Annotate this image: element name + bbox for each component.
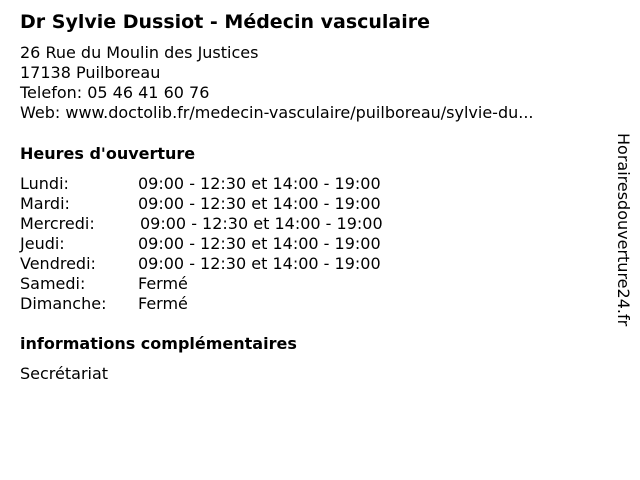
day-label: Mercredi: — [20, 214, 95, 233]
website-link[interactable]: Web: www.doctolib.fr/medecin-vasculaire/puilboreau/sylvie-du... — [20, 103, 534, 122]
day-label: Jeudi: — [20, 234, 65, 253]
opening-hours-heading: Heures d'ouverture — [20, 144, 196, 163]
page-title: Dr Sylvie Dussiot - Médecin vasculaire — [20, 11, 431, 33]
day-label: Lundi: — [20, 174, 69, 193]
additional-info-heading: informations complémentaires — [20, 334, 297, 353]
day-label: Vendredi: — [20, 254, 96, 273]
address-block — [20, 43, 534, 123]
time-value: 09:00 - 12:30 et 14:00 - 19:00 — [140, 214, 383, 233]
day-label: Dimanche: — [20, 294, 107, 313]
city-address: 17138 Puilboreau — [20, 63, 161, 82]
site-watermark: Horairesdouverture24.fr — [614, 133, 633, 327]
street-address: 26 Rue du Moulin des Justices — [20, 43, 259, 62]
phone-number: Telefon: 05 46 41 60 76 — [20, 83, 210, 102]
time-value: 09:00 - 12:30 et 14:00 - 19:00 — [138, 254, 381, 273]
time-value: 09:00 - 12:30 et 14:00 - 19:00 — [138, 234, 381, 253]
additional-info-text: Secrétariat — [20, 364, 109, 383]
day-label: Samedi: — [20, 274, 86, 293]
time-value: Fermé — [138, 294, 188, 313]
time-value: 09:00 - 12:30 et 14:00 - 19:00 — [138, 174, 381, 193]
time-value: 09:00 - 12:30 et 14:00 - 19:00 — [138, 194, 381, 213]
time-value: Fermé — [138, 274, 188, 293]
day-label: Mardi: — [20, 194, 70, 213]
